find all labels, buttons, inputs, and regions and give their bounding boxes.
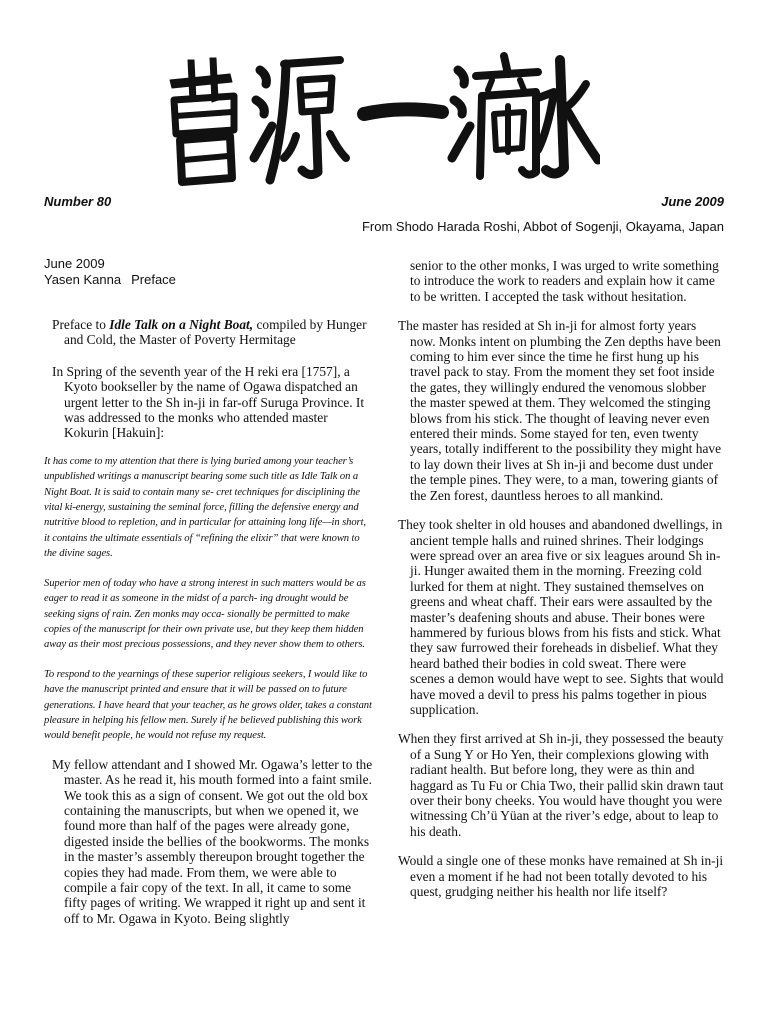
devotion-paragraph: Would a single one of these monks have remained at Sh in-ji even a moment if he had not been totally devoted to his quest, grudging neither his health nor life itself? bbox=[398, 853, 724, 900]
issue-number: Number 80 bbox=[44, 194, 112, 209]
left-column bbox=[44, 256, 374, 926]
right-column bbox=[398, 258, 724, 899]
calligraphy-logo bbox=[160, 40, 600, 190]
letter-quote-2: Superior men of today who have a strong interest in such matters would be as eager to read it as someone in the midst of a parch- ing drought would be seeking signs of rain. Zen monks may occa- sionally be permitted to make copies of the manuscript for their own private use, but they keep them hidden away as their most precious possessions, and they never show them to others. bbox=[44, 577, 366, 651]
article-header bbox=[44, 256, 374, 288]
preface-prefix: Preface to bbox=[52, 317, 110, 332]
letter-quote-1: It has come to my attention that there is lying buried among your teacher’s unpublished writings a manuscript bearing some such title as Idle Talk on a Night Boat. It is said to contain many se- cret techniques for disciplining the vital ki-energy, sustaining the seminal force, filling the defensive energy and nutritive blood to repletion, and in particular for attaining long life—in short, it contains the ultimate essentials of “refining the elixir” that were known to the divine sages. bbox=[44, 455, 366, 560]
issue-date: June 2009 bbox=[661, 194, 724, 209]
spring-paragraph: In Spring of the seventh year of the H reki era [1757], a Kyoto bookseller by the name of Ogawa dispatched an urgent letter to the Sh in-ji in far-off Suruga Province. It was addressed to the monks who attended master Kokurin [Hakuin]: bbox=[52, 363, 365, 441]
shelter-paragraph: They took shelter in old houses and abandoned dwellings, in ancient temple halls and ruined shrines. Their lodgings were spread over an area five or six leagues around Sh in-ji. Hunger awaited them in the morning. Freezing cold lurked for them at night. They sustained themselves on greens and wheat chaff. Their ears were assaulted by the master’s deafening shouts and abuse. Their bones were hammered by furious blows from his fists and stick. What they saw furrowed their foreheads in disbelief. What they heard bathed their bodies in cold sweat. There were scenes a demon would have wept to see. Sights that would have moved a devil to press his palms together in pious supplication. bbox=[398, 517, 724, 717]
masthead-calligraphy bbox=[160, 40, 600, 190]
author-line: From Shodo Harada Roshi, Abbot of Sogenji, Okayama, Japan bbox=[361, 219, 724, 234]
continued-paragraph: senior to the other monks, I was urged to write something to introduce the work to readers and explain how it came to be written. I accepted the task without hesitation. bbox=[410, 258, 719, 304]
attendant-paragraph: My fellow attendant and I showed Mr. Ogawa’s letter to the master. As he read it, his mouth formed into a faint smile. We took this as a sign of consent. We got out the old box containing the manuscripts, but when we opened it, we found more than half of the pages were already gone, digested inside the bellies of the bookworms. The monks in the master’s assembly thereupon brought together the copies they had made. From them, we were able to compile a fair copy of the text. In all, it came to some fifty pages of writing. We wrapped it right up and sent it off to Mr. Ogawa in Kyoto. Being slightly bbox=[52, 756, 373, 926]
preface-rest: compiled by Hunger and Cold, the Master of Poverty Hermitage bbox=[64, 317, 367, 348]
letter-quote-3: To respond to the yearnings of these superior religious seekers, I would like to have the manuscript printed and ensure that it will be passed on to future generations. I have heard that your teacher, as he grows older, takes a constant pleasure in helping his fellow men. Surely if he believed publishing this work would benefit people, he would not refuse my request. bbox=[44, 668, 372, 742]
master-paragraph: The master has resided at Sh in-ji for almost forty years now. Monks intent on plumbing the Zen depths have been coming to him ever since the time he first hung up his travel pack to stay. From the moment they set foot inside the gates, they willingly endured the venomous slobber the master spewed at them. They welcomed the stinging blows from his stick. The thought of leaving never even entered their minds. Some stayed for ten, even twenty years, totally indifferent to the possibility they might have to lay down their lives at Sh in-ji and become dust under the temple pines. They were, to a man, towering giants of the Zen forest, dauntless heroes to all mankind. bbox=[398, 318, 722, 503]
book-title: Idle Talk on a Night Boat, bbox=[109, 317, 254, 332]
article-title bbox=[44, 272, 374, 288]
article-title-section: Preface bbox=[131, 272, 176, 287]
article-date: June 2009 bbox=[44, 256, 105, 271]
arrival-paragraph: When they first arrived at Sh in-ji, they possessed the beauty of a Sung Y or Ho Yen, their complexions glowing with radiant health. But before long, they were as thin and haggard as Tu Fu or Chia Two, their pallid skin drawn taut over their bony cheeks. You would have thought you were witnessing Ch’ü Yüan at the river’s edge, about to leap to his death. bbox=[398, 731, 724, 839]
preface-paragraph bbox=[52, 317, 374, 348]
article-title-main: Yasen Kanna bbox=[44, 272, 122, 287]
